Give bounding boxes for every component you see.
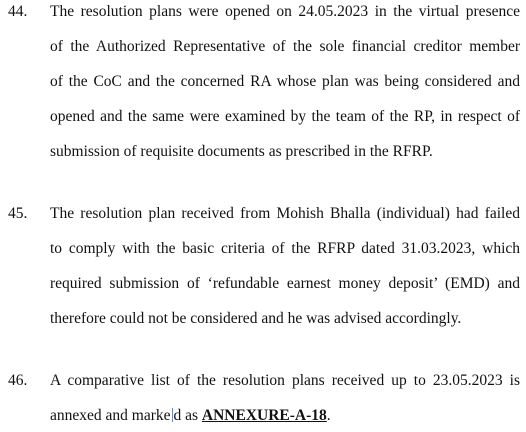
text-cursor-mark: [172, 408, 173, 422]
paragraph-line: to comply with the basic criteria of the RFRP dated 31.03.2023, which: [50, 240, 520, 257]
paragraph-line: submission of requisite documents as prescribed in the RFRP.: [50, 143, 433, 160]
annexed-text-b: d as: [173, 407, 202, 424]
annexed-text-a: annexed and marke: [50, 407, 171, 424]
paragraph-line: therefore could not be considered and he was advised accordingly.: [50, 310, 462, 327]
paragraph-number: 44.: [8, 3, 28, 20]
annexed-text-end: .: [326, 407, 331, 424]
paragraph-line: The resolution plans were opened on 24.05.2023 in the virtual presence: [50, 3, 520, 20]
annexure-reference: ANNEXURE-A-18: [201, 407, 327, 424]
paragraph-line: of the CoC and the concerned RA whose plan was being considered and: [50, 73, 520, 90]
paragraph-line: A comparative list of the resolution plans received up to 23.05.2023 is: [50, 372, 520, 389]
paragraph-line: opened and the same were examined by the team of the RP, in respect of: [50, 108, 520, 125]
paragraph-line: of the Authorized Representative of the sole financial creditor member: [50, 38, 520, 55]
paragraph-last-line: [50, 406, 520, 425]
paragraph-number: 45.: [8, 205, 28, 222]
paragraph-line: The resolution plan received from Mohish Bhalla (individual) had failed: [50, 205, 520, 222]
paragraph-line: required submission of ‘refundable earnest money deposit’ (EMD) and: [50, 275, 520, 292]
paragraph-number: 46.: [8, 372, 28, 389]
